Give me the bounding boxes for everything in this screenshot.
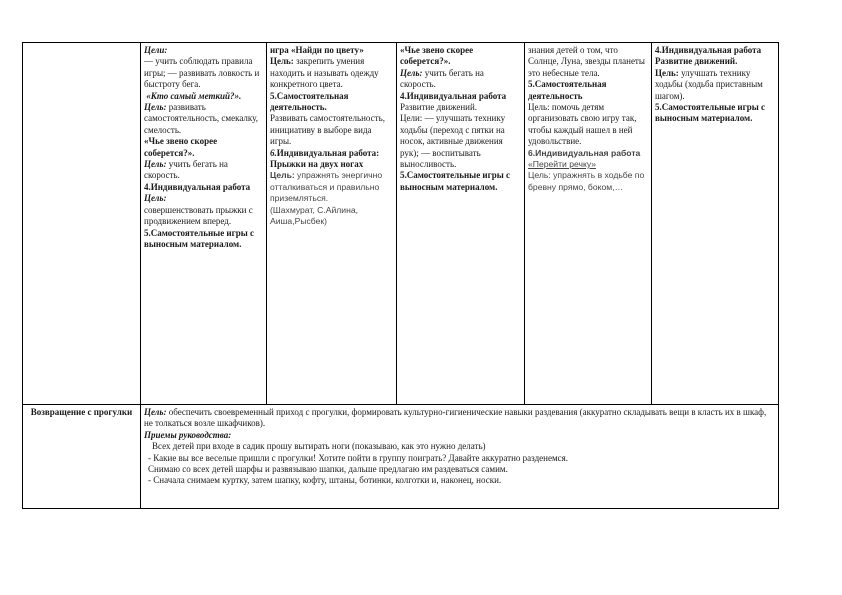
section-title: 6.Индивидуальная работа [528, 147, 641, 158]
intro-text: знания детей о том, что Солнце, Луна, звезды планеты это небесные тела. [528, 45, 645, 78]
game-title: «Чье звено скорее соберется?». [400, 45, 474, 67]
game-title: «Чье звено скорее соберется?». [144, 136, 218, 158]
goal-label: Цели: [400, 113, 423, 124]
goal-text: — улучшать технику ходьбы (переход с пятки на носок, активные движения рук); — воспитывать выносливость. [400, 113, 506, 170]
section-title: 5.Самостоятельные игры с выносным материалом. [144, 227, 254, 249]
section-subtitle: Развитие движений. [400, 102, 478, 113]
goal-label: Цель: [270, 170, 295, 181]
goal-label: Цель: [400, 67, 423, 78]
section-title: Индивидуальная работа: Прыжки на двух ногах [270, 147, 380, 170]
section-title: 5.Самостоятельные игры с выносным материалом. [655, 102, 765, 124]
goal-label: Цель: [655, 67, 679, 78]
goal-text: обеспечить своевременный приход с прогулки, формировать культурно-гигиенические навыки раздевания (аккуратно складывать вещи в класть их в шкаф, не толкаться возле шкафчиков). [144, 407, 767, 429]
game-title: «Перейти речку» [528, 159, 596, 170]
column-tuesday [267, 43, 397, 405]
section-title: 5.Самостоятельная деятельность [528, 79, 607, 101]
column-thursday [525, 43, 652, 405]
goal-text: развивать самостоятельность, смекалку, смелость. [144, 102, 258, 135]
column-friday [652, 43, 779, 405]
lesson-plan-table [22, 42, 779, 509]
goal-text: закрепить умения находить и называть одежду конкретного цвета. [270, 56, 379, 90]
section-number: 6. [270, 147, 277, 158]
section-title: 4.Индивидуальная работа [144, 181, 251, 192]
goal-label: Цель: [270, 56, 294, 67]
row-label-cell-empty [23, 43, 141, 405]
goal-text: помочь детям организовать свою игру так, чтобы каждый нашел в ней удовольствие. [528, 102, 637, 147]
goal-text: улучшать технику ходьбы (ходьба приставным шагом). [655, 67, 763, 101]
goal-text: учить бегать на скорость. [144, 159, 228, 181]
goal-label: Цель: [144, 407, 167, 417]
goals-label: Цели: [144, 45, 168, 55]
children-names: (Шахмурат, С.Айлина, Аиша,Рысбек) [270, 204, 359, 227]
methods-label: Приемы руководства: [144, 429, 232, 440]
section-text: Развивать самостоятельность, инициативу в выборе вида игры. [270, 113, 385, 147]
section-title: 5.Самостоятельная деятельность. [270, 90, 349, 113]
goal-text: совершенствовать прыжки с продвижением вперед. [144, 204, 253, 227]
column-wednesday [397, 43, 525, 405]
column-monday [141, 43, 267, 405]
method-line: Снимаю со всех детей шарфы и развязываю шапки, дальше предлагаю им раздеваться самим. [148, 464, 508, 475]
method-line: Всех детей при входе в садик прошу вытирать ноги (показываю, как это нужно делать) [152, 441, 486, 452]
goal-text: упражнять энергично отталкиваться и правильно приземляться. [270, 170, 383, 204]
game-title: «Кто самый меткий?». [146, 90, 242, 101]
section-title: 5.Самостоятельные игры с выносным материалом. [400, 170, 510, 192]
goal-label: Цель: [144, 193, 167, 204]
activity-row [23, 43, 779, 405]
row-label: Возвращение с прогулки [23, 405, 141, 509]
section-subtitle: Развитие движений. [655, 56, 738, 67]
return-from-walk-content [141, 405, 779, 509]
return-from-walk-row [23, 405, 779, 509]
game-title: игра «Найди по цвету» [270, 45, 364, 55]
section-title: 4.Индивидуальная работа [655, 45, 762, 55]
method-line: - Какие вы все веселые пришли с прогулки! Хотите пойти в группу поиграть? Давайте аккуратно разденемся. [148, 452, 569, 463]
goal-label: Цель: [144, 159, 167, 170]
goal-text: Цель: упражнять в ходьбе по бревну прямо, боком,… [528, 170, 645, 192]
goal-text: учить бегать на скорость. [400, 67, 484, 90]
method-line: - Сначала снимаем куртку, затем шапку, кофту, штаны, ботинки, колготки и, наконец, носки. [148, 475, 502, 486]
section-title: 4.Индивидуальная работа [400, 90, 507, 101]
goal-label: Цель: [144, 102, 167, 113]
goal-label: Цель: [528, 102, 550, 113]
goals-text: — учить соблюдать правила игры; — развивать ловкость и быстроту бега. [144, 56, 260, 90]
